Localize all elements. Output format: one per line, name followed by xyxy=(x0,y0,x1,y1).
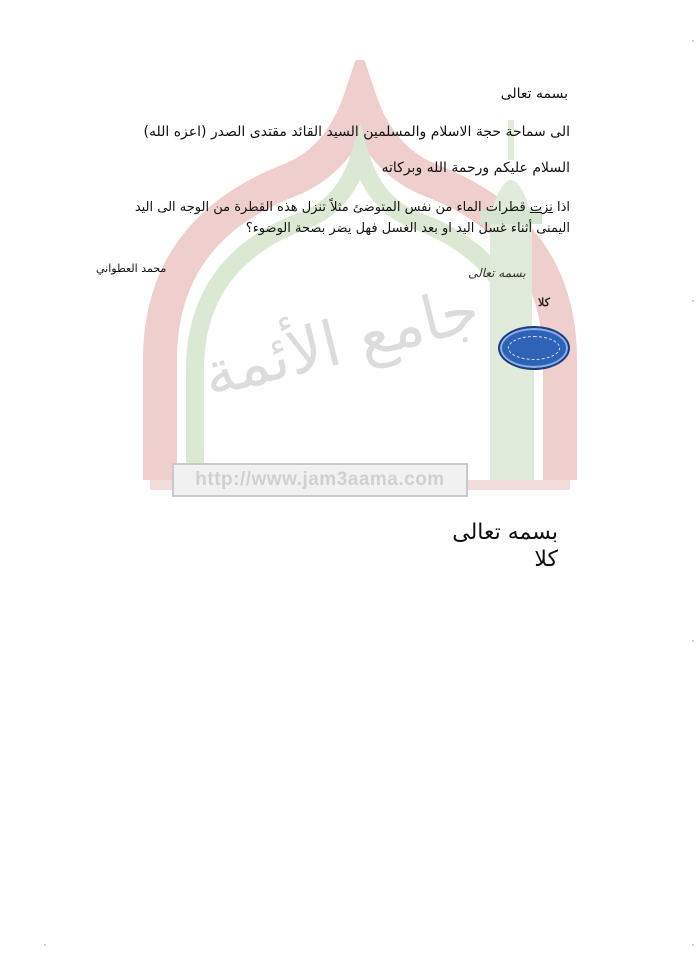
answer-title: بسمه تعالى xyxy=(452,520,558,545)
question-prefix: اذا xyxy=(556,200,570,215)
addressee-line: الى سماحة حجة الاسلام والمسلمين السيد القائد مقتدى الصدر (اعزه الله) xyxy=(143,124,570,140)
scan-dot xyxy=(692,40,694,42)
question-paragraph xyxy=(100,197,570,239)
scan-dot xyxy=(692,944,694,946)
question-body: قطرات الماء من نفس المتوضئ مثلاً تنزل هذه القطرة من الوجه الى اليد اليمنى أثناء غسل اليد او بعد الغسل فهل يضر بصحة الوضوء؟ xyxy=(134,200,570,236)
handwritten-salutation: بسمه تعالى xyxy=(468,266,526,280)
signer-name: محمد العطواني xyxy=(96,262,167,275)
greeting-line: السلام عليكم ورحمة الله وبركاته xyxy=(381,160,570,176)
question-underlined-word: نزت xyxy=(529,200,553,215)
watermark-logo-text: جامع الأئمة xyxy=(195,271,487,412)
watermark-url: http://www.jam3aama.com xyxy=(172,463,468,497)
salutation: بسمه تعالى xyxy=(500,86,568,102)
scan-dot xyxy=(692,300,694,302)
handwritten-answer: كلا xyxy=(538,296,550,309)
answer-text: كلا xyxy=(534,547,558,572)
scan-dot xyxy=(692,640,694,642)
scan-dot xyxy=(44,944,46,946)
official-seal-icon xyxy=(498,326,570,370)
